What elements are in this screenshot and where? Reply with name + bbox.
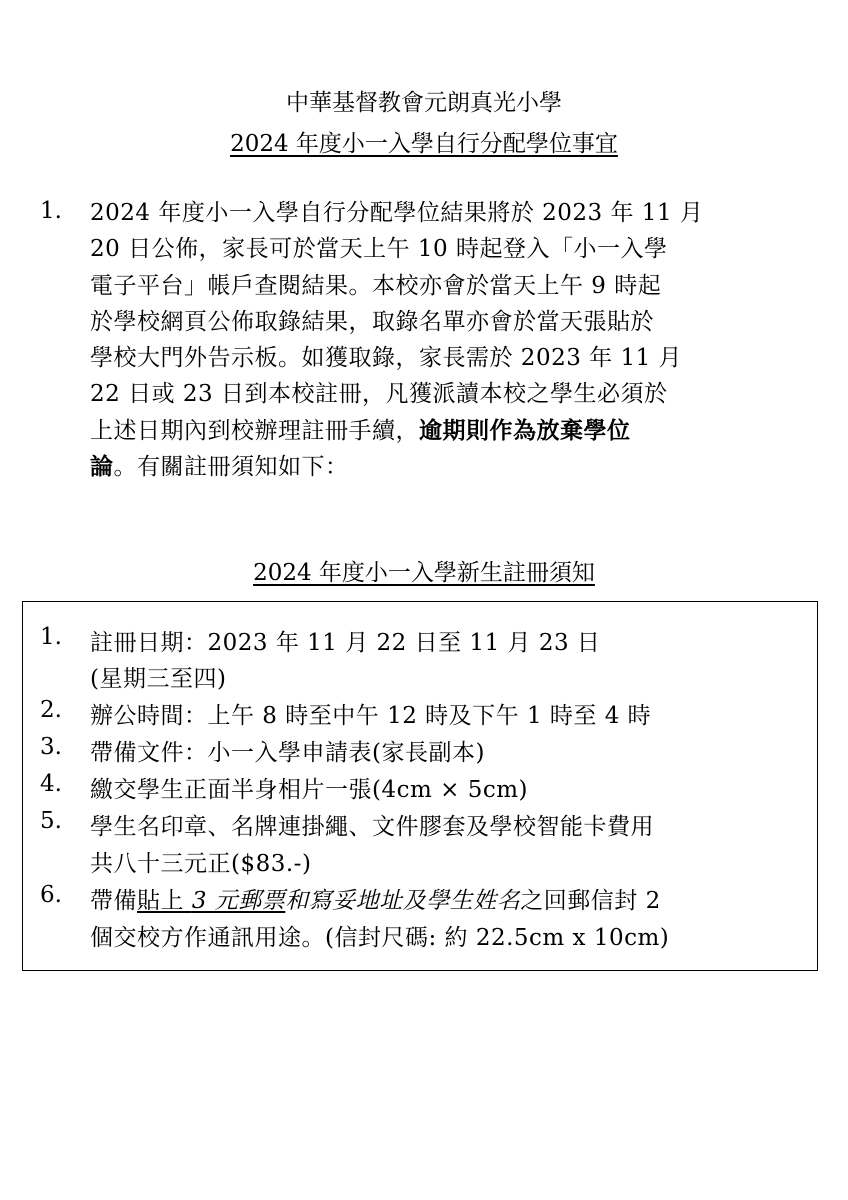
underlined-text xyxy=(137,888,285,914)
paragraph-line: 2024 年度小一入學自行分配學位結果將於 2023 年 11 月 xyxy=(90,200,704,226)
item-number: 2. xyxy=(40,697,62,723)
item-text: 學生名印章、名牌連掛繩、文件膠套及學校智能卡費用 xyxy=(90,814,654,840)
item-text: 辦公時間：上午 8 時至中午 12 時及下午 1 時至 4 時 xyxy=(90,703,652,729)
section-paragraph xyxy=(90,195,790,485)
paragraph-line xyxy=(90,413,790,449)
document-title: 2024 年度小一入學自行分配學位事宜 xyxy=(230,131,618,157)
item-text: 個交校方作通訊用途。(信封尺碼: 約 22.5cm x 10cm) xyxy=(90,925,670,951)
item-text: (星期三至四) xyxy=(90,666,227,692)
line-text: 上述日期內到校辦理註冊手續， xyxy=(90,417,419,444)
item-text: 註冊日期：2023 年 11 月 22 日至 11 月 23 日 xyxy=(90,630,601,656)
bold-warning: 逾期則作為放棄學位 xyxy=(419,416,631,444)
italic-text: 和寫妥地址及學生姓名 xyxy=(285,888,521,914)
paragraph-line: 電子平台」帳戶查閱結果。本校亦會於當天上午 9 時起 xyxy=(90,272,662,299)
item-text xyxy=(90,882,661,915)
italic-text: 3 元郵票 xyxy=(191,888,286,914)
item-text: 共八十三元正($83.-) xyxy=(90,851,312,877)
item-number: 4. xyxy=(40,771,62,797)
line-text: 。有關註冊須知如下： xyxy=(113,454,349,481)
paragraph-line: 22 日或 23 日到本校註冊，凡獲派讀本校之學生必須於 xyxy=(90,381,668,408)
item-number: 6. xyxy=(40,882,62,908)
item-text: 繳交學生正面半身相片一張(4cm × 5cm) xyxy=(90,777,528,803)
school-name: 中華基督教會元朗真光小學 xyxy=(286,90,562,116)
paragraph-line: 20 日公佈，家長可於當天上午 10 時起登入「小一入學 xyxy=(90,236,668,263)
bold-warning: 論 xyxy=(90,453,114,481)
text-segment: 帶備 xyxy=(90,888,137,914)
paragraph-line: 學校大門外告示板。如獲取錄，家長需於 2023 年 11 月 xyxy=(90,345,683,372)
text-segment: 貼上 xyxy=(137,888,192,914)
notice-title: 2024 年度小一入學新生註冊須知 xyxy=(253,560,595,586)
item-number: 5. xyxy=(40,808,62,834)
text-segment: 之回郵信封 2 xyxy=(520,888,661,914)
paragraph-line xyxy=(90,449,790,485)
section-number: 1. xyxy=(40,198,62,224)
item-number: 1. xyxy=(40,624,62,650)
item-text: 帶備文件：小一入學申請表(家長副本) xyxy=(90,740,485,766)
paragraph-line: 於學校網頁公佈取錄結果，取錄名單亦會於當天張貼於 xyxy=(90,308,654,335)
item-number: 3. xyxy=(40,734,62,760)
